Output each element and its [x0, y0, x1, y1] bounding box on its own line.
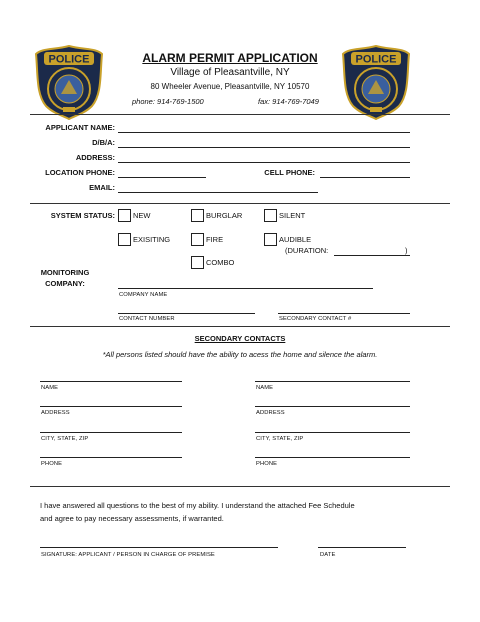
audible-option-label: AUDIBLE	[279, 235, 312, 244]
signature-caption: SIGNATURE: APPLICANT / PERSON IN CHARGE OF PREMISE	[41, 552, 215, 558]
applicant-name-label: APPLICANT NAME:	[45, 123, 115, 132]
company-name-caption: COMPANY NAME	[119, 292, 168, 298]
contact1-city-field[interactable]	[40, 432, 182, 433]
email-field[interactable]	[118, 192, 318, 193]
contact1-name-field[interactable]	[40, 381, 182, 382]
contact2-city-caption: CITY, STATE, ZIP	[256, 436, 304, 442]
system-status-label: SYSTEM STATUS:	[50, 211, 115, 220]
secondary-contacts-note: *All persons listed should have the ability to acess the home and silence the alarm.	[102, 350, 378, 359]
fire-option-label: FIRE	[206, 235, 224, 244]
duration-label: (DURATION:	[285, 246, 329, 255]
contact2-phone-field[interactable]	[255, 457, 410, 458]
address-label: ADDRESS:	[75, 153, 115, 162]
burglar-checkbox[interactable]	[191, 209, 204, 222]
contact1-phone-caption: PHONE	[41, 461, 63, 467]
date-caption: DATE	[320, 552, 336, 558]
audible-checkbox[interactable]	[264, 233, 277, 246]
applicant-name-field[interactable]	[118, 132, 410, 133]
agreement-line1: I have answered all questions to the best of my ability. I understand the attached Fee Schedule	[40, 501, 355, 510]
duration-close-paren: )	[405, 246, 408, 255]
contact1-city-caption: CITY, STATE, ZIP	[41, 436, 89, 442]
contact2-phone-caption: PHONE	[256, 461, 278, 467]
monitoring-label-line2: COMPANY:	[45, 279, 85, 288]
contact1-address-caption: ADDRESS	[41, 410, 70, 416]
existing-checkbox[interactable]	[118, 233, 131, 246]
combo-checkbox[interactable]	[191, 256, 204, 269]
badge-word: POLICE	[355, 53, 397, 66]
fax-number: fax: 914-769-7049	[258, 97, 319, 106]
contact1-phone-field[interactable]	[40, 457, 182, 458]
dba-label: D/B/A:	[92, 138, 115, 147]
monitoring-label-line1: MONITORING	[40, 268, 90, 277]
existing-option-label: EXISITING	[133, 235, 171, 244]
divider	[30, 326, 450, 327]
village-name: Village of Pleasantville, NY	[170, 67, 290, 78]
burglar-option-label: BURGLAR	[206, 211, 243, 220]
contact2-name-caption: NAME	[256, 385, 274, 391]
cell-phone-field[interactable]	[320, 177, 410, 178]
contact-number-field[interactable]	[118, 313, 255, 314]
contact1-name-caption: NAME	[41, 385, 59, 391]
date-field[interactable]	[318, 547, 406, 548]
new-checkbox[interactable]	[118, 209, 131, 222]
contact-number-caption: CONTACT NUMBER	[119, 316, 175, 322]
police-badge-left-icon	[34, 44, 104, 120]
form-title: ALARM PERMIT APPLICATION	[142, 51, 318, 65]
location-phone-label: LOCATION PHONE:	[45, 168, 115, 177]
contact2-address-field[interactable]	[255, 406, 410, 407]
divider	[30, 486, 450, 487]
monitoring-label	[30, 267, 100, 289]
badge-word: POLICE	[48, 53, 90, 66]
location-phone-field[interactable]	[118, 177, 206, 178]
secondary-contact-caption: SECONDARY CONTACT #	[279, 316, 352, 322]
divider	[30, 114, 450, 115]
cell-phone-label: CELL PHONE:	[264, 168, 315, 177]
signature-field[interactable]	[40, 547, 278, 548]
address-field[interactable]	[118, 162, 410, 163]
phone-number: phone: 914-769-1500	[132, 97, 204, 106]
contact1-address-field[interactable]	[40, 406, 182, 407]
police-badge-right-icon	[341, 44, 411, 120]
secondary-contact-number-field[interactable]	[278, 313, 410, 314]
contact2-address-caption: ADDRESS	[256, 410, 285, 416]
new-option-label: NEW	[133, 211, 151, 220]
combo-option-label: COMBO	[206, 258, 235, 267]
fire-checkbox[interactable]	[191, 233, 204, 246]
village-address: 80 Wheeler Avenue, Pleasantville, NY 10570	[150, 82, 310, 91]
secondary-contacts-heading: SECONDARY CONTACTS	[194, 334, 286, 343]
silent-option-label: SILENT	[279, 211, 306, 220]
duration-field[interactable]	[334, 255, 410, 256]
dba-field[interactable]	[118, 147, 410, 148]
contact2-city-field[interactable]	[255, 432, 410, 433]
email-label: EMAIL:	[89, 183, 115, 192]
monitoring-company-field[interactable]	[118, 288, 373, 289]
divider	[30, 203, 450, 204]
silent-checkbox[interactable]	[264, 209, 277, 222]
contact2-name-field[interactable]	[255, 381, 410, 382]
agreement-line2: and agree to pay necessary assessments, if warranted.	[40, 514, 224, 523]
